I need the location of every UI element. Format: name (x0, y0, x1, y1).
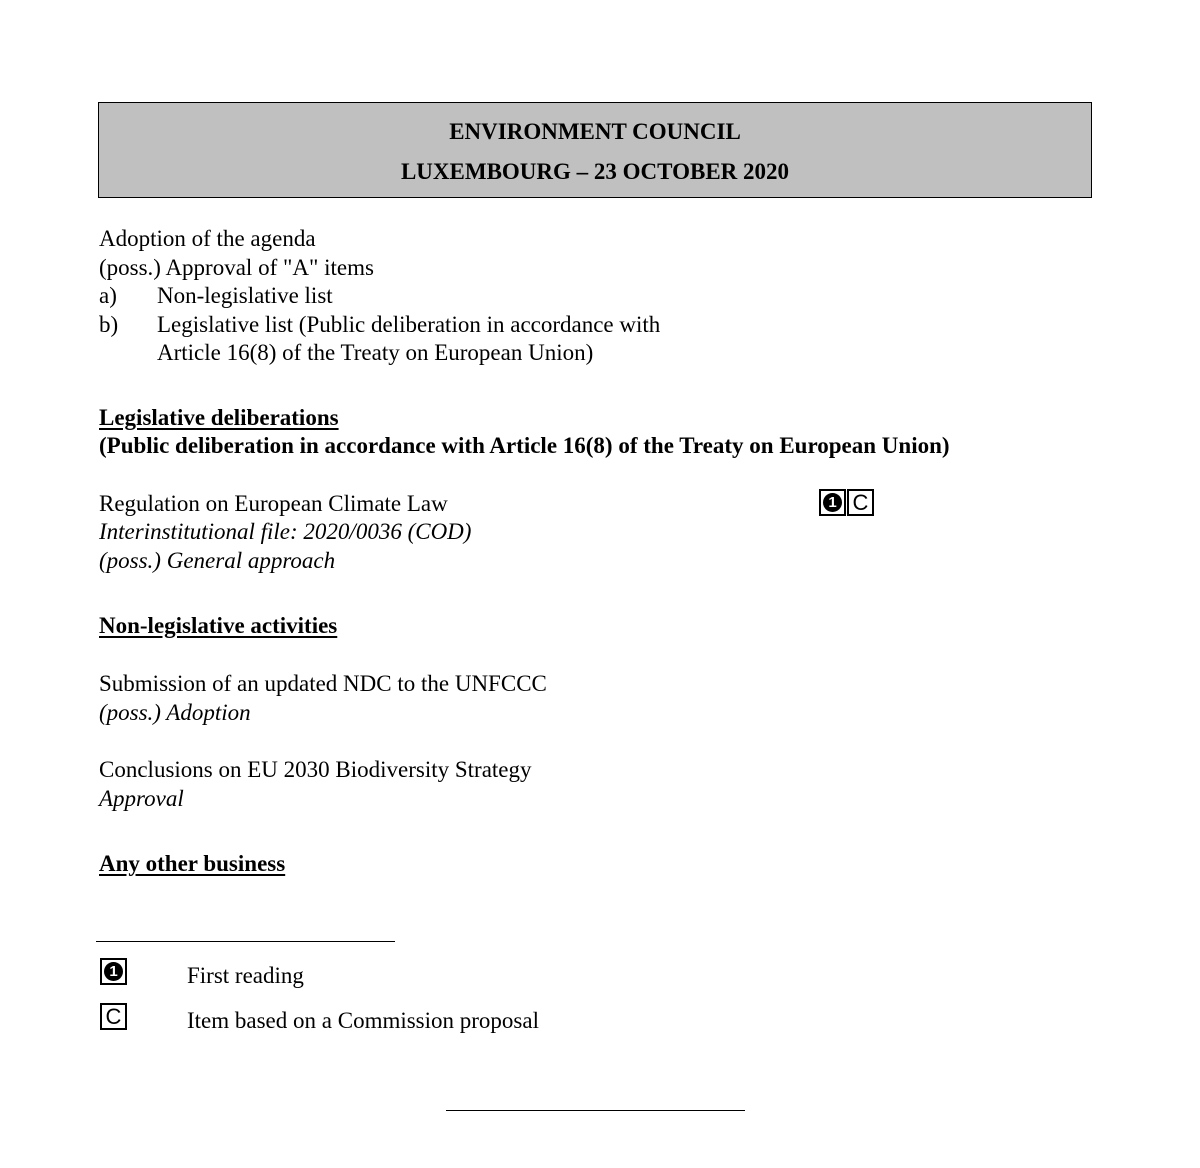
climate-law-action: (poss.) General approach (99, 548, 336, 573)
approval-a-items: (poss.) Approval of "A" items (99, 255, 374, 280)
list-marker-b: b) (99, 312, 119, 337)
biodiversity-action: Approval (99, 786, 184, 811)
non-legislative-list: Non-legislative list (157, 283, 333, 308)
footnote-divider (96, 941, 395, 942)
commission-legend-icon: C (100, 1003, 127, 1030)
end-divider (446, 1110, 745, 1111)
aob-heading: Any other business (99, 851, 286, 876)
non-legislative-heading: Non-legislative activities (99, 613, 338, 638)
header-box (98, 102, 1092, 198)
ndc-action: (poss.) Adoption (99, 700, 251, 725)
adoption-of-agenda: Adoption of the agenda (99, 226, 316, 251)
first-reading-legend-icon: 1 (100, 958, 127, 985)
commission-proposal-icon: C (847, 489, 874, 516)
first-reading-icon: 1 (819, 489, 846, 516)
legislative-list: Legislative list (Public deliberation in accordance with (157, 312, 661, 337)
legend-first-reading-symbol (100, 958, 127, 985)
legend-first-reading-label: First reading (187, 963, 304, 988)
council-date: LUXEMBOURG – 23 OCTOBER 2020 (400, 159, 790, 184)
council-title: ENVIRONMENT COUNCIL (449, 119, 741, 144)
legislative-heading: Legislative deliberations (99, 405, 339, 430)
legislative-list-cont: Article 16(8) of the Treaty on European Union) (157, 340, 594, 365)
ndc-title: Submission of an updated NDC to the UNFCCC (99, 671, 547, 696)
climate-law-file: Interinstitutional file: 2020/0036 (COD) (99, 519, 472, 544)
climate-law-title: Regulation on European Climate Law (99, 491, 448, 516)
list-marker-a: a) (99, 283, 117, 308)
climate-law-badges (819, 489, 874, 516)
biodiversity-title: Conclusions on EU 2030 Biodiversity Strategy (99, 757, 532, 782)
legislative-subheading: (Public deliberation in accordance with Article 16(8) of the Treaty on European Union) (99, 433, 950, 458)
legend-commission-symbol (100, 1003, 127, 1030)
legend-commission-label: Item based on a Commission proposal (187, 1008, 539, 1033)
